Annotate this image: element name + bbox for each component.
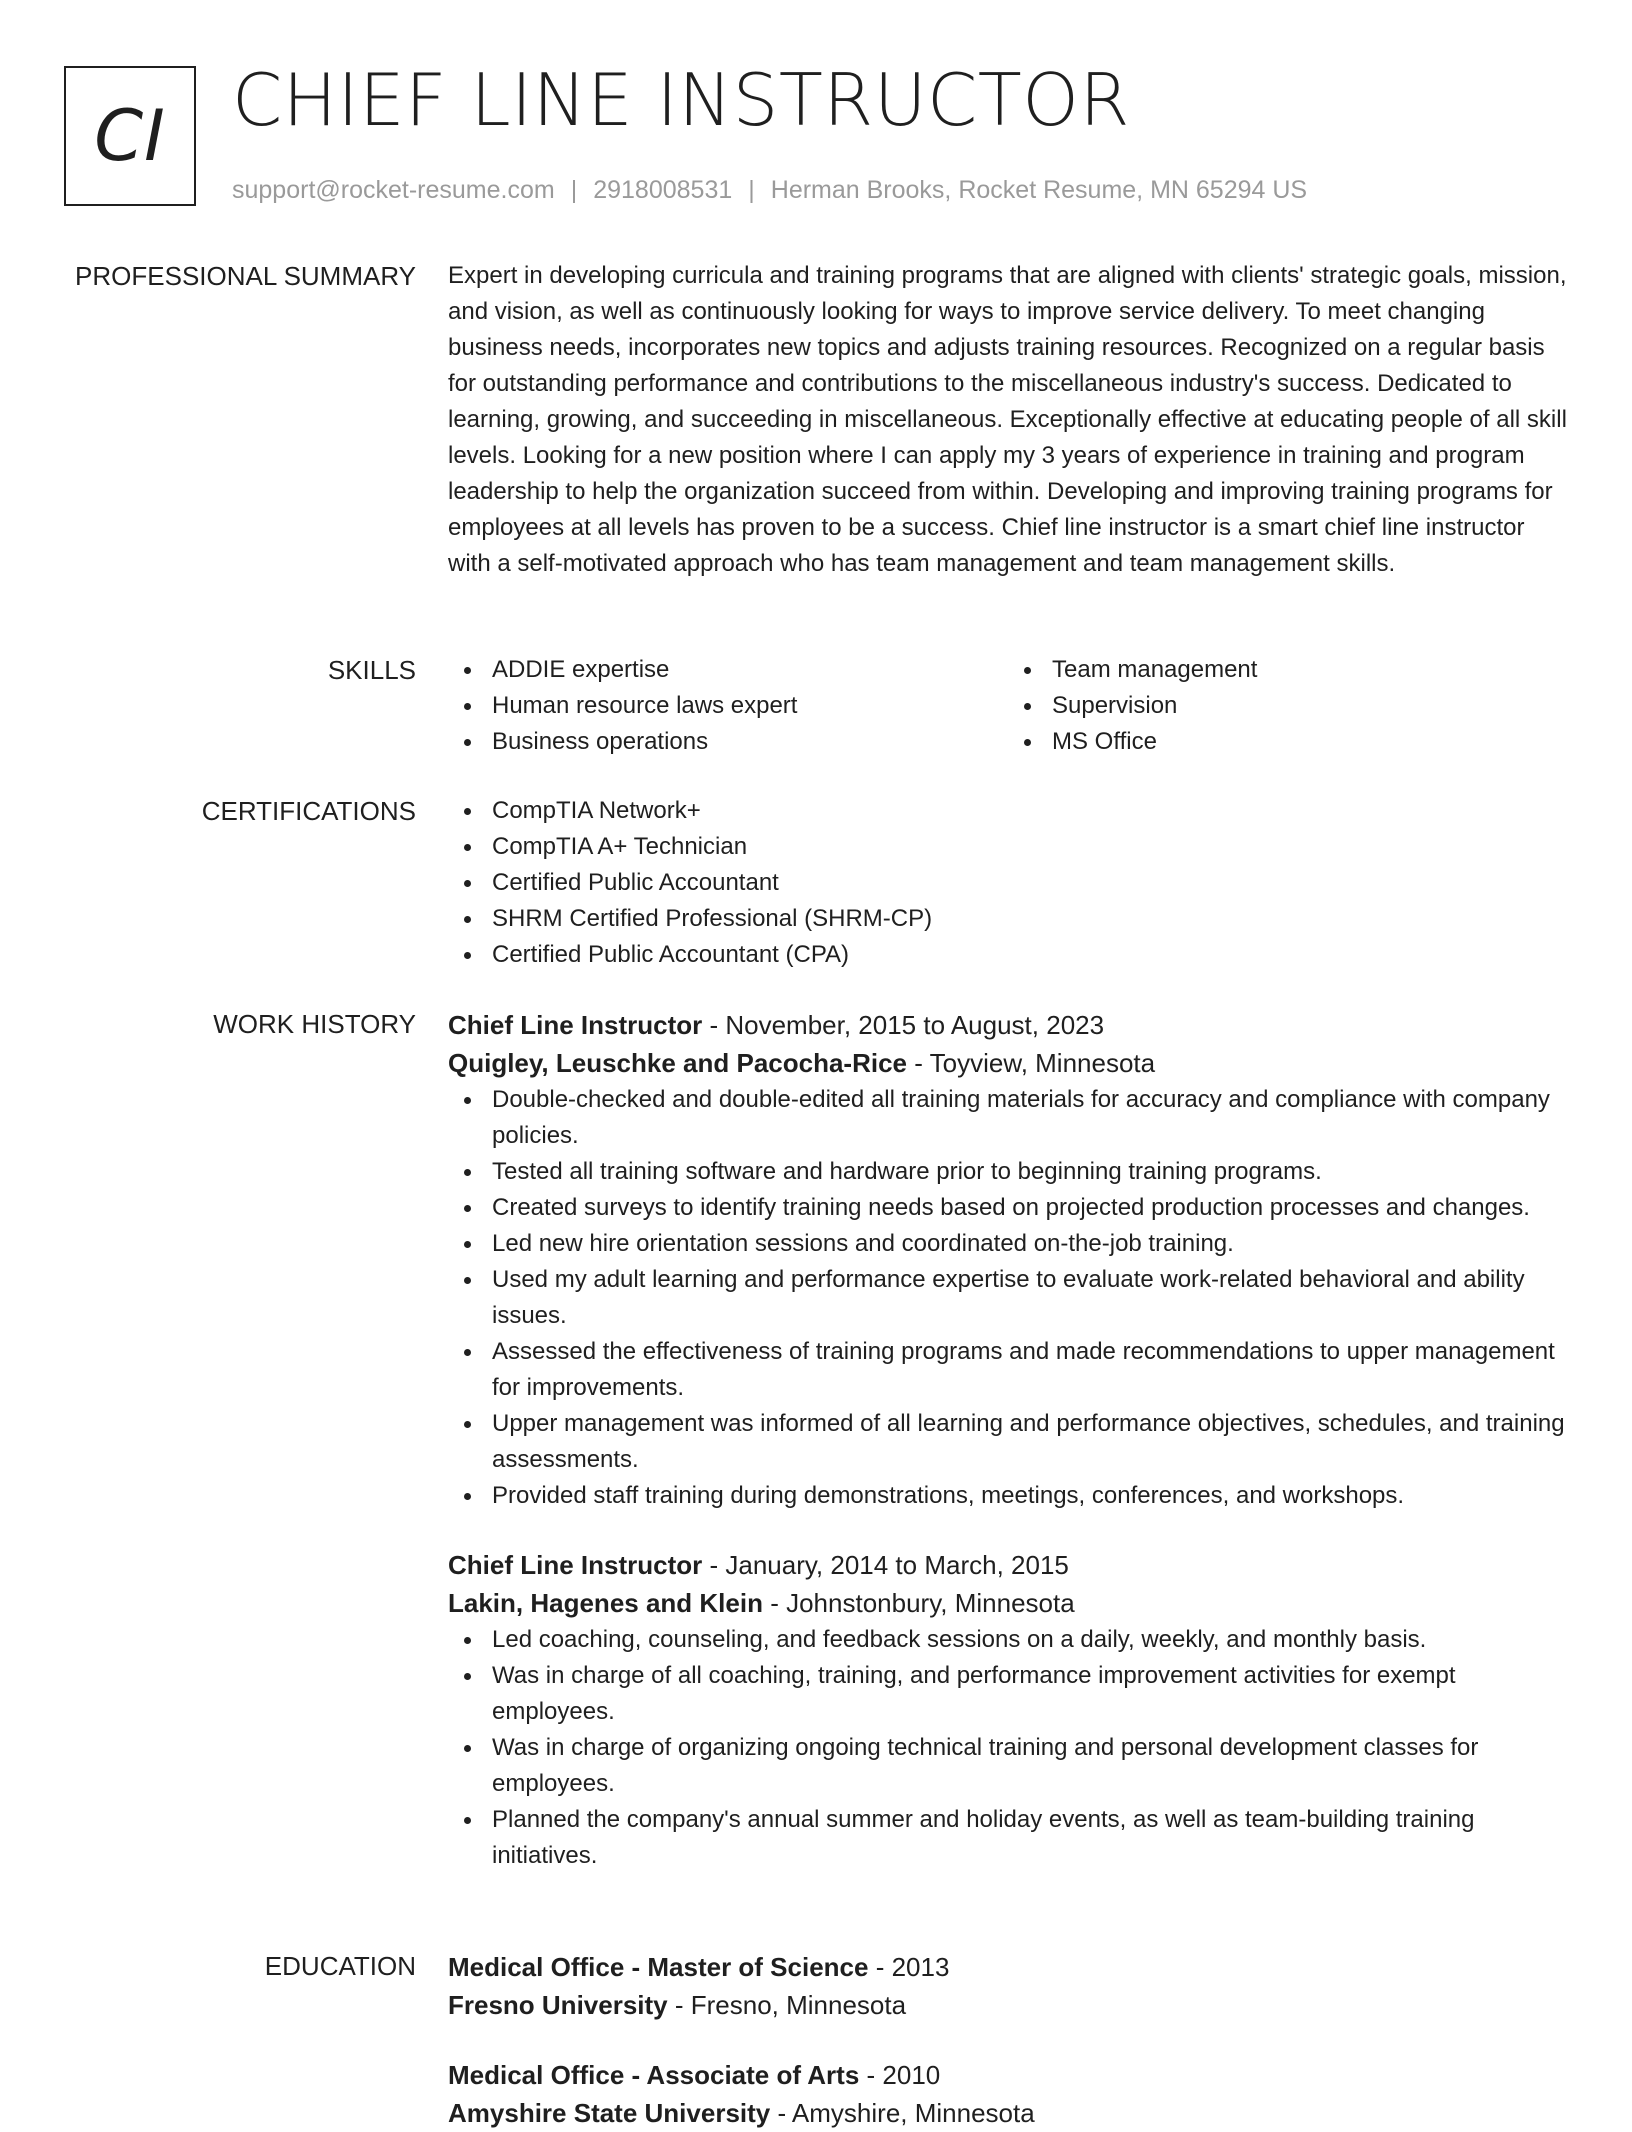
skill-item: Supervision: [1052, 688, 1568, 724]
monogram-initials: CI: [94, 95, 166, 177]
summary-text: Expert in developing curricula and training programs that are aligned with clients' strategic goals, mission, and vision, as well as continuously looking for ways to improve service delivery. To meet changing business needs, incorporates new topics and adjusts training resources. Recognized on a regular basis for outstanding performance and contributions to the miscellaneous industry's success. Dedicated to learning, growing, and succeeding in miscellaneous. Exceptionally effective at educating people of all skill levels. Looking for a new position where I can apply my 3 years of experience in training and program leadership to help the organization succeed from within. Developing and improving training programs for employees at all levels has proven to be a success. Chief line instructor is a smart chief line instructor with a self-motivated approach who has team management and team management skills.: [448, 262, 1567, 577]
job-company-line: [448, 1044, 1568, 1082]
job-duties-list: [448, 1082, 1568, 1514]
certification-item: Certified Public Accountant (CPA): [492, 937, 1568, 973]
job-duty: Led coaching, counseling, and feedback sessions on a daily, weekly, and monthly basis.: [492, 1622, 1568, 1658]
certification-item: Certified Public Accountant: [492, 865, 1568, 901]
skill-item: Business operations: [492, 724, 1008, 760]
certification-item: SHRM Certified Professional (SHRM-CP): [492, 901, 1568, 937]
education-school-line: [448, 2094, 1568, 2132]
summary-body: [448, 258, 1568, 582]
job-location: - Johnstonbury, Minnesota: [762, 1588, 1075, 1618]
job-role: Chief Line Instructor: [448, 1550, 703, 1580]
section-title-education: EDUCATION: [264, 1951, 416, 1981]
monogram-box: [64, 66, 196, 206]
job-duty: Created surveys to identify training needs based on projected production processes and changes.: [492, 1190, 1568, 1226]
education-degree: Medical Office - Master of Science: [448, 1952, 869, 1982]
job-title-line: [448, 1006, 1568, 1044]
education-school: Amyshire State University: [448, 2098, 771, 2128]
work-history-body: [448, 1006, 1568, 1874]
job-duty: Assessed the effectiveness of training programs and made recommendations to upper management for improvements.: [492, 1334, 1568, 1406]
job-title-line: [448, 1546, 1568, 1584]
section-title-certifications: CERTIFICATIONS: [201, 796, 416, 826]
education-school-line: [448, 1986, 1568, 2024]
certifications-body: [448, 793, 1568, 973]
job-duty: Led new hire orientation sessions and coordinated on-the-job training.: [492, 1226, 1568, 1262]
education-degree: Medical Office - Associate of Arts: [448, 2060, 860, 2090]
skills-column-1: [448, 652, 1008, 760]
education-body: [448, 1948, 1568, 2132]
skill-item: MS Office: [1052, 724, 1568, 760]
certification-item: CompTIA A+ Technician: [492, 829, 1568, 865]
education-degree-line: [448, 1948, 1568, 1986]
education-location: - Fresno, Minnesota: [667, 1990, 907, 2020]
job-duties-list: [448, 1622, 1568, 1874]
contact-phone: 2918008531: [593, 176, 733, 204]
job-dates: - January, 2014 to March, 2015: [702, 1550, 1069, 1580]
job-entry: [448, 1006, 1568, 1514]
section-title-skills: SKILLS: [327, 655, 416, 685]
job-duty: Used my adult learning and performance expertise to evaluate work-related behavioral and ability issues.: [492, 1262, 1568, 1334]
job-duty: Was in charge of all coaching, training, and performance improvement activities for exempt employees.: [492, 1658, 1568, 1730]
skill-item: Human resource laws expert: [492, 688, 1008, 724]
job-duty: Upper management was informed of all learning and performance objectives, schedules, and training assessments.: [492, 1406, 1568, 1478]
skill-item: ADDIE expertise: [492, 652, 1008, 688]
contact-separator: |: [570, 176, 578, 204]
education-entry: [448, 2056, 1568, 2132]
certifications-list: [448, 793, 1568, 973]
contact-separator: |: [748, 176, 755, 204]
education-entry: [448, 1948, 1568, 2024]
education-school: Fresno University: [448, 1990, 668, 2020]
job-company: Quigley, Leuschke and Pacocha-Rice: [448, 1048, 908, 1078]
job-duty: Tested all training software and hardware prior to beginning training programs.: [492, 1154, 1568, 1190]
job-duty: Planned the company's annual summer and holiday events, as well as team-building training initiatives.: [492, 1802, 1568, 1874]
skill-item: Team management: [1052, 652, 1568, 688]
education-year: - 2013: [868, 1952, 950, 1982]
skills-column-2: [1008, 652, 1568, 760]
job-company: Lakin, Hagenes and Klein: [448, 1588, 763, 1618]
section-title-summary: PROFESSIONAL SUMMARY: [75, 261, 416, 291]
education-year: - 2010: [859, 2060, 941, 2090]
resume-name: CHIEF LINE INSTRUCTOR: [232, 58, 1130, 142]
skills-body: [448, 652, 1568, 760]
education-degree-line: [448, 2056, 1568, 2094]
certification-item: CompTIA Network+: [492, 793, 1568, 829]
education-location: - Amyshire, Minnesota: [770, 2098, 1035, 2128]
contact-address: Herman Brooks, Rocket Resume, MN 65294 US: [770, 176, 1308, 204]
job-company-line: [448, 1584, 1568, 1622]
job-location: - Toyview, Minnesota: [907, 1048, 1156, 1078]
job-duty: Was in charge of organizing ongoing technical training and personal development classes for employees.: [492, 1730, 1568, 1802]
section-title-work-history: WORK HISTORY: [213, 1009, 416, 1039]
job-entry: [448, 1546, 1568, 1874]
contact-line: [232, 174, 1307, 206]
job-role: Chief Line Instructor: [448, 1010, 703, 1040]
job-duty: Provided staff training during demonstrations, meetings, conferences, and workshops.: [492, 1478, 1568, 1514]
contact-email: support@rocket-resume.com: [232, 176, 555, 204]
job-duty: Double-checked and double-edited all training materials for accuracy and compliance with company policies.: [492, 1082, 1568, 1154]
job-dates: - November, 2015 to August, 2023: [702, 1010, 1105, 1040]
